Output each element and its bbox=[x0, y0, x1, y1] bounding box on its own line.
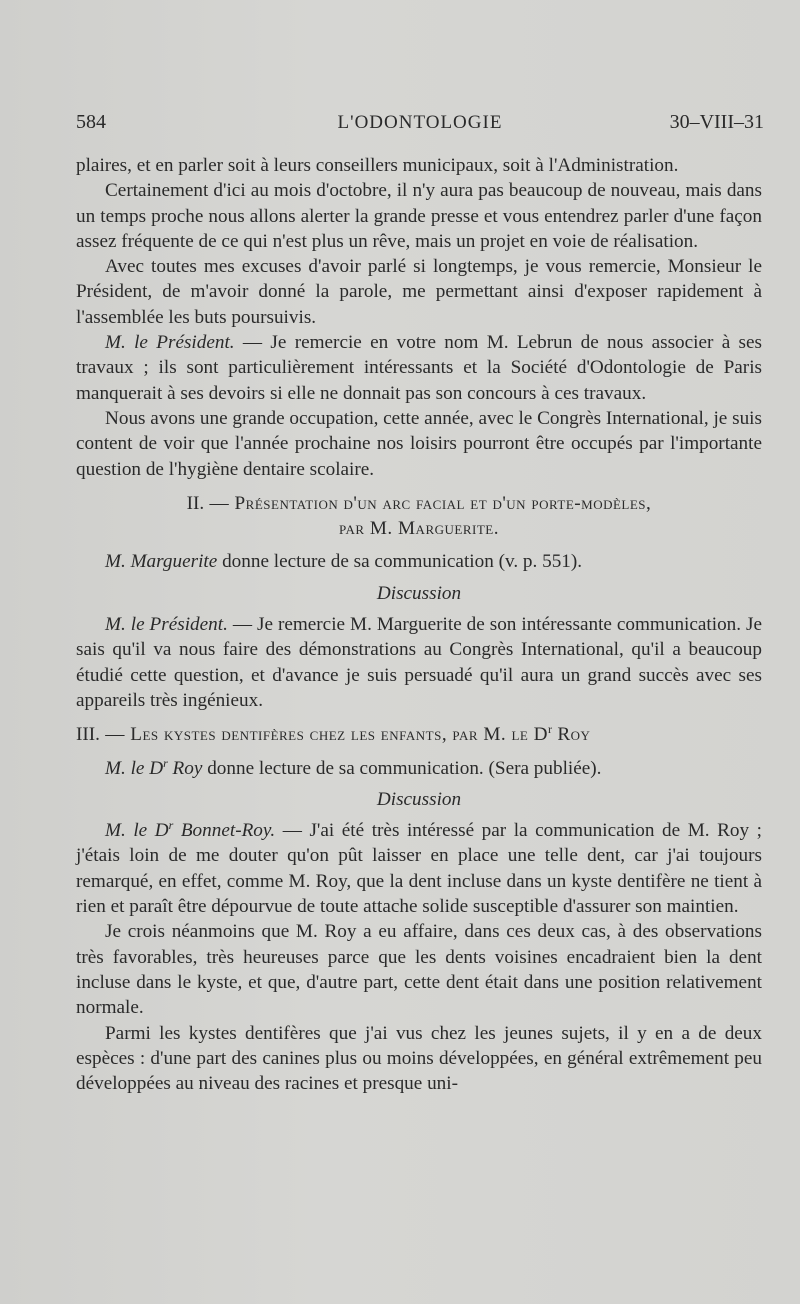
running-header bbox=[76, 111, 764, 135]
paragraph bbox=[76, 818, 762, 919]
superscript: r bbox=[168, 818, 174, 833]
header-date: 30–VIII–31 bbox=[669, 111, 764, 133]
paragraph-text: donne lecture de sa communication. (Sera publiée). bbox=[202, 757, 602, 779]
paragraph-text: — Je remercie M. Marguerite de son intéressante communication. Je sais qu'il va nous faire des démonstrations au Congrès International, qu'il a beaucoup étudié cette question, et d'avance je suis persuadé qu'il aura un grand succès avec ses appareils très ingénieux. bbox=[76, 614, 762, 711]
section-title: — Présentation d'un arc facial et d'un porte-modèles, bbox=[204, 492, 652, 514]
superscript: r bbox=[548, 722, 553, 737]
speaker-part: M. le D bbox=[105, 820, 169, 842]
section-number: II. bbox=[186, 492, 205, 514]
running-title: L'ODONTOLOGIE bbox=[337, 112, 503, 133]
page-body bbox=[76, 153, 762, 1096]
speaker-part: M. le D bbox=[105, 757, 164, 779]
section-title-end: Roy bbox=[552, 724, 591, 746]
speaker: M. le Président. bbox=[105, 332, 235, 354]
section-author: par M. Marguerite. bbox=[338, 518, 500, 540]
discussion-heading: Discussion bbox=[376, 582, 462, 604]
paragraph: Je crois néanmoins que M. Roy a eu affaire, dans ces deux cas, à des observations très favorables, très heureuses parce que les dents voisines encadraient bien la dent incluse dans le kyste, et que, d'autre part, cette dent était dans une position relativement normale. bbox=[76, 921, 762, 1019]
paragraph bbox=[76, 756, 762, 781]
paragraph: Nous avons une grande occupation, cette année, avec le Congrès International, je suis content de voir que l'année prochaine nos loisirs pourront être occupés par l'importante question de l'hygiène dentaire scolaire. bbox=[76, 407, 762, 480]
paragraph: Certainement d'ici au mois d'octobre, il n'y aura pas beaucoup de nouveau, mais dans un temps proche nous allons alerter la grande presse et vous entendrez parler d'une façon assez fréquente de ce qui n'est plus un rêve, mais un projet en voie de réalisation. bbox=[76, 180, 762, 252]
section-heading bbox=[76, 491, 762, 542]
speaker bbox=[105, 820, 275, 841]
speaker-part: Roy bbox=[167, 757, 203, 779]
superscript: r bbox=[163, 755, 168, 770]
speaker: M. Marguerite bbox=[105, 551, 218, 573]
paragraph-text: — J'ai été très intéressé par la communication de M. Roy ; j'étais loin de me douter qu'on pût laisser en place une telle dent, car j'ai toujours remarqué, en effet, comme M. Roy, que la dent incluse dans un kyste dentifère ne tient à rien et paraît être dépourvue de toute attache solide susceptible d'assurer son maintien. bbox=[76, 820, 763, 918]
paragraph-text: — Je remercie en votre nom M. Lebrun de nous associer à ses travaux ; ils sont particulièrement intéressants et la Société d'Odontologie de Paris manquerait à ses devoirs si elle ne donnait pas son concours à ces travaux. bbox=[76, 332, 762, 404]
paragraph bbox=[76, 330, 762, 406]
discussion-heading: Discussion bbox=[376, 788, 462, 810]
speaker: M. le Président. bbox=[105, 614, 228, 636]
section-title: — Les kystes dentifères chez les enfants, par M. le D bbox=[99, 724, 549, 746]
paragraph bbox=[76, 612, 762, 713]
paragraph: Avec toutes mes excuses d'avoir parlé si longtemps, je vous remercie, Monsieur le Président, de m'avoir donné la parole, me permettant ainsi d'exposer rapidement à l'assemblée les buts poursuivis. bbox=[76, 256, 762, 328]
section-heading bbox=[76, 722, 762, 747]
paragraph: plaires, et en parler soit à leurs conseillers municipaux, soit à l'Administration. bbox=[76, 155, 679, 176]
paragraph bbox=[76, 549, 762, 574]
speaker bbox=[105, 755, 203, 779]
paragraph-text: donne lecture de sa communication (v. p. 551). bbox=[217, 551, 583, 573]
section-number: III. bbox=[76, 724, 100, 746]
speaker-part: Bonnet-Roy. bbox=[173, 820, 276, 842]
paragraph: Parmi les kystes dentifères que j'ai vus chez les jeunes sujets, il y en a de deux espèces : d'une part des canines plus ou moins développées, en général extrêmement peu développées au niveau des racines et presque uni- bbox=[76, 1022, 762, 1095]
page-number: 584 bbox=[76, 111, 106, 133]
